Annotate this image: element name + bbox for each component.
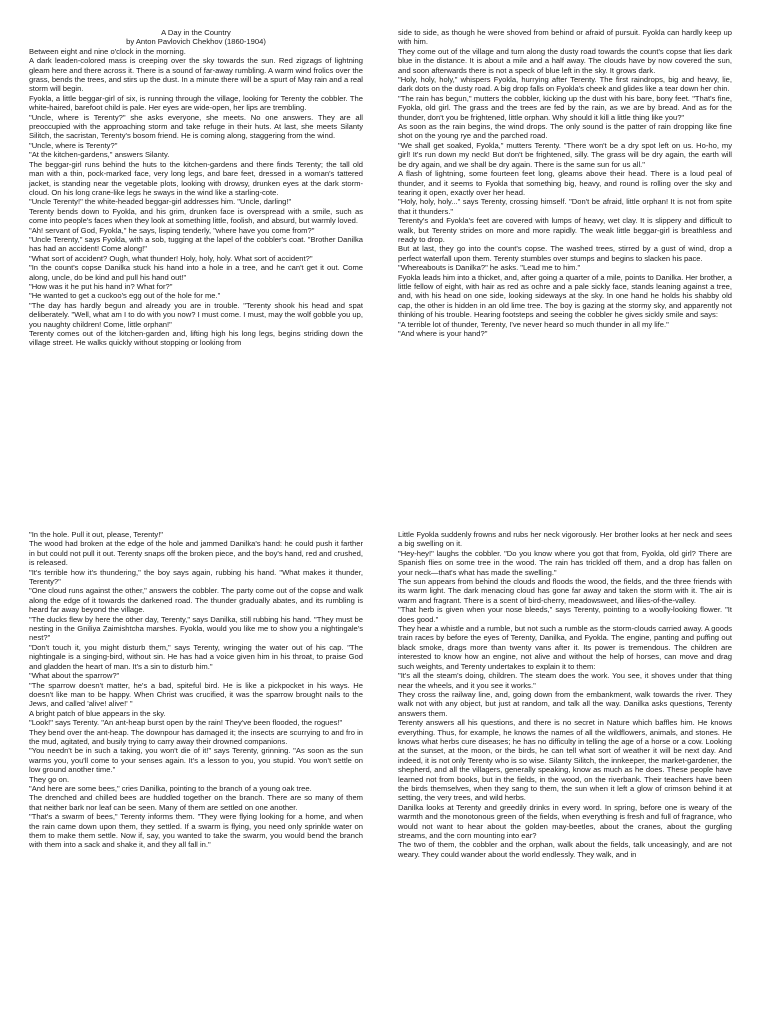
paragraph: "Ah! servant of God, Fyokla," he says, lisping tenderly, "where have you come from?" [29,225,315,235]
paragraph: "The sparrow doesn't matter, he's a bad, spiteful bird. He is like a pickpocket in his ways. He doesn't like man to be happy. When Christ was crucified, it was the sparrow brought nails to the Jews, and called 'alive! alive!' " [29,680,363,709]
document-title: A Day in the Country [161,28,231,37]
paragraph: Fyokla, a little beggar-girl of six, is running through the village, looking for Terenty the cobbler. The white-haired, barefoot child is pale. Her eyes are wide-open, her lips are trembling. [29,93,363,113]
paragraph: "That's a swarm of bees," Terenty informs them. "They were flying looking for a home, and when the rain came down upon them, they settled. If a swarm is flying, you need only sprinkle water on them to make them settle. Now if, say, you wanted to take the swarm, you would bend the branch with them into a sack and shake it, and they all fall in." [29,812,363,850]
paragraph: "Uncle, where is Terenty?" [29,140,118,150]
paragraph: "Holy, holy, holy," whispers Fyokla, hurrying after Terenty. The first raindrops, big and heavy, lie, dark dots on the dusty road. A big drop falls on Fyokla's cheek and glides like a tear down her chin. [398,75,732,94]
paragraph: "Don't touch it, you might disturb them," says Terenty, wringing the water out of his cap. "The nightingale is a singing-bird, without sin. He has had a voice given him in his throat, to praise God and gladden the heart of man. It's a sin to disturb him." [29,642,363,671]
paragraph: "We shall get soaked, Fyokla," mutters Terenty. "There won't be a dry spot left on us. Ho-ho, my girl! It's run down my neck! But don't be frightened, silly. The grass will be dry again, the earth will be dry again, and we shall be dry again. There is the same sun for us all." [398,140,732,169]
paragraph: The drenched and chilled bees are huddled together on the branch. There are so many of them that neither bark nor leaf can be seen. Many of them are settled on one another. [29,793,363,812]
paragraph: They come out of the village and turn along the dusty road towards the count's copse that lies dark blue in the distance. It is about a mile and a half away. The clouds have by now covered the sun, and soon afterwards there is not a speck of blue left in the sky. It grows dark. [398,46,732,75]
paragraph: They go on. [29,774,70,784]
paragraph: "One cloud runs against the other," answers the cobbler. The party come out of the copse and walk along the edge of it towards the darkened road. The thunder gradually abates, and its rumbling is heard far away beyond the village. [29,586,363,615]
paragraph: As soon as the rain begins, the wind drops. The only sound is the patter of rain dropping like fine shot on the young rye and the parched road. [398,122,732,141]
paragraph: "The ducks flew by here the other day, Terenty," says Danilka, still rubbing his hand. "They must be nesting in the Gniliya Zaimishtcha marshes. Fyokla, would you like me to show you a nightingale's nest?" [29,614,363,643]
paragraph: Terenty comes out of the kitchen-garden and, lifting high his long legs, begins striding down the village street. He walks quickly without stopping or looking from [29,329,363,348]
document-author: by Anton Pavlovich Chekhov (1860-1904) [126,37,266,47]
paragraph: The sun appears from behind the clouds and floods the wood, the fields, and the three friends with its warm light. The dark menacing cloud has gone far away and taken the storm with it. The air is warm and fragrant. There is a scent of bird-cherry, meadowsweet, and lilies-of-the-valley. [398,577,732,605]
paragraph: "What sort of accident? Ough, what thunder! Holy, holy, holy. What sort of accident?" [29,253,313,263]
paragraph: "What about the sparrow?" [29,671,120,681]
paragraph: Terenty bends down to Fyokla, and his grim, drunken face is overspread with a smile, such as come into people's faces when they look at something little, foolish, and absurd, but warmly loved. [29,206,363,226]
paragraph: The wood had broken at the edge of the hole and jammed Danilka's hand: he could push it farther in but could not pull it out. Terenty snaps off the broken piece, and the boy's hand, red and crushed, is released. [29,539,363,568]
paragraph: They bend over the ant-heap. The downpour has damaged it; the insects are scurrying to and fro in the mud, agitated, and busily trying to carry away their drowned companions. [29,727,363,746]
page-body [29,47,363,348]
paragraph: side to side, as though he were shoved from behind or afraid of pursuit. Fyokla can hardly keep up with him. [398,28,732,47]
paragraph: "That herb is given when your nose bleeds," says Terenty, pointing to a woolly-looking flower. "It does good." [398,605,732,624]
paragraph: A bright patch of blue appears in the sky. [29,708,166,718]
paragraph: "Holy, holy, holy..." says Terenty, crossing himself. "Don't be afraid, little orphan! It is not from spite that it thunders." [398,197,732,216]
paragraph: Danilka looks at Terenty and greedily drinks in every word. In spring, before one is weary of the warmth and the monotonous green of the fields, when everything is fresh and full of fragrance, who would not want to hear about the golden may-beetles, about the cranes, about the gurgling streams, and the corn mounting into ear? [398,802,732,840]
paragraph: Terenty answers all his questions, and there is no secret in Nature which baffles him. He knows everything. Thus, for example, he knows the names of all the wildflowers, animals, and stones. He knows what herbs cure diseases; he has no difficulty in telling the age of a horse or a cow. Looking at the sunset, at the moon, or the birds, he can tell what sort of weather it will be next day. And indeed, it is not only Terenty who is so wise. Silanty Silitch, the innkeeper, the market-gardener, the shepherd, and all the villagers, generally speaking, know as much as he does. These people have learned not from books, but in the fields, in the wood, on the riverbank. Their teachers have been the birds themselves, when they sang to them, the sun when it left a glow of crimson behind it at setting, the very trees, and wild herbs. [398,718,732,803]
page-3 [29,530,363,850]
paragraph: A flash of lightning, some fourteen feet long, gleams above their head. There is a loud peal of thunder, and it seems to Fyokla that something big, heavy, and round is rolling over the sky and tearing it open, exactly over her head. [398,169,732,197]
paragraph: "And here are some bees," cries Danilka, pointing to the branch of a young oak tree. [29,783,312,793]
paragraph: "At the kitchen-gardens," answers Silanty. [29,150,170,160]
page-body [398,530,732,859]
paragraph: A dark leaden-colored mass is creeping over the sky towards the sun. Red zigzags of lightning gleam here and there across it. There is a sound of far-away rumbling. A warm wind frolics over the grass, bends the trees, and stirs up the dust. In a minute there will be a spurt of May rain and a real storm will begin. [29,56,363,94]
paragraph: "Uncle, where is Terenty?" she asks everyone, she meets. No one answers. They are all preoccupied with the approaching storm and take refuge in their huts. At last, she meets Silanty Silitch, the sacristan, Terenty's bosom friend. He is coming along, staggering from the wind. [29,112,363,141]
page-body [29,530,363,850]
page-2 [398,28,732,338]
paragraph: "Hey-hey!" laughs the cobbler. "Do you know where you got that from, Fyokla, old girl? There are Spanish flies on some tree in the wood. The rain has trickled off them, and a drop has fallen on your neck—that's what has made the swelling." [398,548,732,577]
paragraph: "Uncle Terenty!" the white-headed beggar-girl addresses him. "Uncle, darling!" [29,197,292,207]
paragraph: The beggar-girl runs behind the huts to the kitchen-gardens and there finds Terenty; the tall old man with a thin, pock-marked face, very long legs, and bare feet, dressed in a woman's tattered jacket, is standing near the vegetable plots, looking with drowsy, drunken eyes at the dark storm-cloud. On his long crane-like legs he sways in the wind like a starling-cote. [29,159,363,197]
paragraph: "How was it he put his hand in? What for?" [29,281,173,291]
page-1 [29,28,363,348]
paragraph: "You needn't be in such a taking, you won't die of it!" says Terenty, grinning. "As soon as the sun warms you, you'll come to your senses again. It's a lesson to you, you stupid. You won't settle on low ground another time." [29,746,363,775]
paragraph: Terenty's and Fyokla's feet are covered with lumps of heavy, wet clay. It is slippery and difficult to walk, but Terenty strides on more and more rapidly. The weak little beggar-girl is breathless and ready to drop. [398,216,732,244]
paragraph: "He wanted to get a cuckoo's egg out of the hole for me." [29,291,221,301]
paragraph: But at last, they go into the count's copse. The washed trees, stirred by a gust of wind, drop a perfect waterfall upon them. Terenty stumbles over stumps and begins to slacken his pace. [398,244,732,263]
paragraph: "In the count's copse Danilka stuck his hand into a hole in a tree, and he can't get it out. Come along, uncle, do be kind and pull his hand out!" [29,263,363,282]
paragraph: The two of them, the cobbler and the orphan, walk about the fields, talk unceasingly, and are not weary. They could wander about the world endlessly. They walk, and in [398,840,732,859]
paragraph: "Whereabouts is Danilka?" he asks. "Lead me to him." [398,263,581,273]
paragraph: "It's terrible how it's thundering," the boy says again, rubbing his hand. "What makes it thunder, Terenty?" [29,567,363,587]
page-body [398,28,732,338]
paragraph: "The rain has begun," mutters the cobbler, kicking up the dust with his bare, bony feet. "That's fine, Fyokla, old girl. The grass and the trees are fed by the rain, as we are by bread. And as for the thunder, don't you be frightened, little orphan. Why should it kill a little thing like you?" [398,93,732,122]
paragraph: Little Fyokla suddenly frowns and rubs her neck vigorously. Her brother looks at her neck and sees a big swelling on it. [398,530,732,549]
paragraph: Fyokla leads him into a thicket, and, after going a quarter of a mile, points to Danilka. Her brother, a little fellow of eight, with hair as red as ochre and a pale sickly face, stands leaning against a tree, and, with his head on one side, looking sideways at the sky. In one hand he holds his shabby old cap, the other is hidden in an old lime tree. The boy is gazing at the stormy sky, and apparently not thinking of his trouble. Hearing footsteps and seeing the cobbler he gives sickly smile and says: [398,272,732,320]
paragraph: "The day has hardly begun and already you are in trouble. "Terenty shook his head and spat deliberately. "Well, what am I to do with you now? I must come. I must, may the wolf gobble you up, you naughty children! Come, little orphan!" [29,300,363,329]
paragraph: "Look!" says Terenty. "An ant-heap burst open by the rain! They've been flooded, the rogues!" [29,718,343,728]
paragraph: "A terrible lot of thunder, Terenty, I've never heard so much thunder in all my life." [398,319,669,329]
paragraph: They cross the railway line, and, going down from the embankment, walk towards the river. They walk not with any object, but just at random, and talk all the way. Danilka asks questions, Terenty answers them. [398,689,732,718]
page-4 [398,530,732,859]
paragraph: Between eight and nine o'clock in the morning. [29,46,186,56]
paragraph: "Uncle Terenty," says Fyokla, with a sob, tugging at the lapel of the cobbler's coat. "Brother Danilka has had an accident! Come along!" [29,234,363,254]
paragraph: They hear a whistle and a rumble, but not such a rumble as the storm-clouds carried away. A goods train races by before the eyes of Terenty, Danilka, and Fyokla. The engine, panting and puffing out black smoke, drags more than twenty vans after it. Its power is tremendous. The children are interested to know how an engine, not alive and without the help of horses, can move and drag such weights, and Terenty undertakes to explain it to them: [398,624,732,671]
paragraph: "In the hole. Pull it out, please, Terenty!" [29,530,164,539]
paragraph: "And where is your hand?" [398,329,488,338]
paragraph: "It's all the steam's doing, children. The steam does the work. You see, it shoves under that thing near the wheels, and it you see it works." [398,671,732,690]
